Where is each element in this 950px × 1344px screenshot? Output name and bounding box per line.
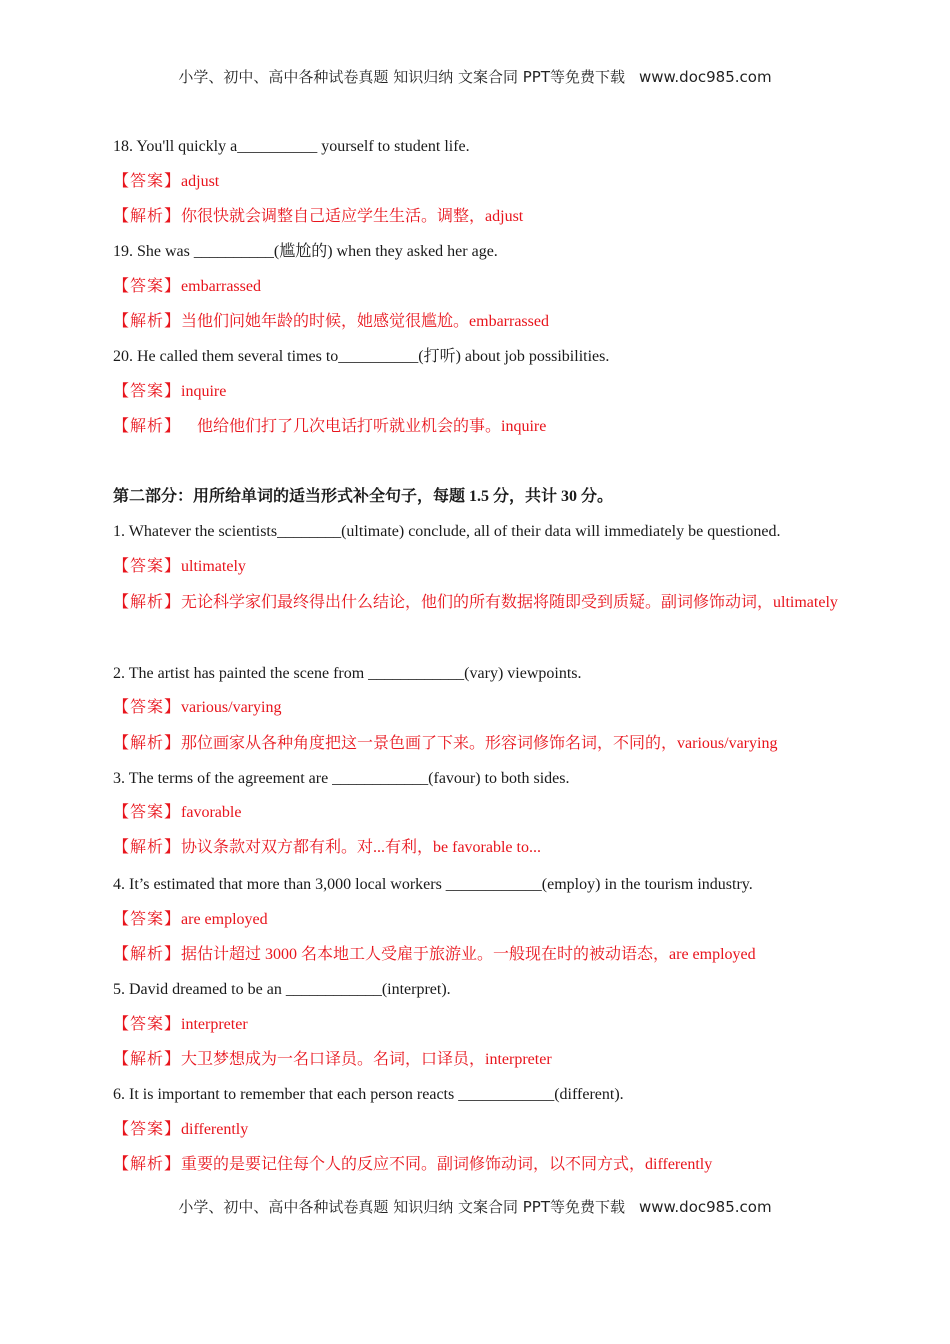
analysis-text: 当他们问她年龄的时候，她感觉很尴尬。embarrassed [181,313,549,330]
footer-url[interactable]: www.doc985.com [638,1198,772,1216]
analysis-label: 【解析】 [113,594,182,611]
question-20: 20. He called them several times to__________(打听) about job possibilities. [113,348,610,365]
question-18: 18. You'll quickly a__________ yourself to student life. [113,138,470,155]
page-header [0,66,950,87]
question-p2-2: 2. The artist has painted the scene from ____________(vary) viewpoints. [113,665,582,682]
answer-18 [113,172,838,192]
analysis-text: 协议条款对双方都有利。对...有利，be favorable to... [181,839,541,856]
answer-p2-2 [113,698,838,718]
answer-p2-6 [113,1120,838,1140]
analysis-19 [113,312,838,332]
answer-label: 【答案】 [113,1016,182,1033]
answer-text: adjust [181,173,220,190]
analysis-text: 你很快就会调整自己适应学生生活。调整，adjust [181,208,524,225]
question-p2-1: 1. Whatever the scientists________(ultimate) conclude, all of their data will immediately be questioned. [113,523,781,540]
answer-label: 【答案】 [113,173,182,190]
analysis-label: 【解析】 [113,1156,182,1173]
header-text: 小学、初中、高中各种试卷真题 知识归纳 文案合同 PPT等免费下载 [178,68,625,86]
analysis-18 [113,207,838,227]
answer-text: ultimately [181,558,246,575]
analysis-p2-2 [113,734,838,754]
analysis-label: 【解析】 [113,946,182,963]
answer-p2-3 [113,803,838,823]
answer-text: are employed [181,911,268,928]
answer-text: inquire [181,383,227,400]
analysis-label: 【解析】 [113,1051,182,1068]
answer-label: 【答案】 [113,278,182,295]
footer-text: 小学、初中、高中各种试卷真题 知识归纳 文案合同 PPT等免费下载 [178,1198,625,1216]
analysis-text: 大卫梦想成为一名口译员。名词，口译员，interpreter [181,1051,552,1068]
answer-label: 【答案】 [113,911,182,928]
analysis-text: 重要的是要记住每个人的反应不同。副词修饰动词，以不同方式，differently [181,1156,713,1173]
answer-label: 【答案】 [113,1121,182,1138]
answer-text: interpreter [181,1016,248,1033]
analysis-text: 据估计超过 3000 名本地工人受雇于旅游业。一般现在时的被动语态，are employed [181,946,756,963]
question-p2-4: 4. It’s estimated that more than 3,000 local workers ____________(employ) in the tourism industry. [113,876,753,893]
analysis-label: 【解析】 [113,313,182,330]
answer-label: 【答案】 [113,804,182,821]
analysis-p2-6 [113,1155,838,1175]
analysis-text: 那位画家从各种角度把这一景色画了下来。形容词修饰名词，不同的，various/varying [181,735,778,752]
answer-p2-1 [113,557,838,577]
answer-text: various/varying [181,699,282,716]
analysis-p2-3 [113,838,838,858]
analysis-p2-1 [113,584,838,621]
question-p2-3: 3. The terms of the agreement are ____________(favour) to both sides. [113,770,570,787]
answer-text: differently [181,1121,249,1138]
question-p2-5: 5. David dreamed to be an ____________(interpret). [113,981,451,998]
question-p2-6: 6. It is important to remember that each person reacts ____________(different). [113,1086,624,1103]
section-2-heading: 第二部分：用所给单词的适当形式补全句子，每题 1.5 分，共计 30 分。 [113,488,614,505]
analysis-text: 他给他们打了几次电话打听就业机会的事。inquire [181,418,547,435]
page-footer [0,1196,950,1217]
answer-p2-4 [113,910,838,930]
answer-19 [113,277,838,297]
analysis-label: 【解析】 [113,839,182,856]
question-19: 19. She was __________(尴尬的) when they asked her age. [113,243,498,260]
answer-text: embarrassed [181,278,261,295]
analysis-label: 【解析】 [113,418,182,435]
analysis-20 [113,417,838,437]
analysis-text: 无论科学家们最终得出什么结论，他们的所有数据将随即受到质疑。副词修饰动词，ultimately [181,594,838,611]
answer-label: 【答案】 [113,699,182,716]
answer-p2-5 [113,1015,838,1035]
analysis-label: 【解析】 [113,735,182,752]
answer-20 [113,382,838,402]
analysis-label: 【解析】 [113,208,182,225]
analysis-p2-4 [113,945,838,965]
analysis-p2-5 [113,1050,838,1070]
header-url[interactable]: www.doc985.com [638,68,772,86]
answer-label: 【答案】 [113,383,182,400]
answer-label: 【答案】 [113,558,182,575]
answer-text: favorable [181,804,242,821]
